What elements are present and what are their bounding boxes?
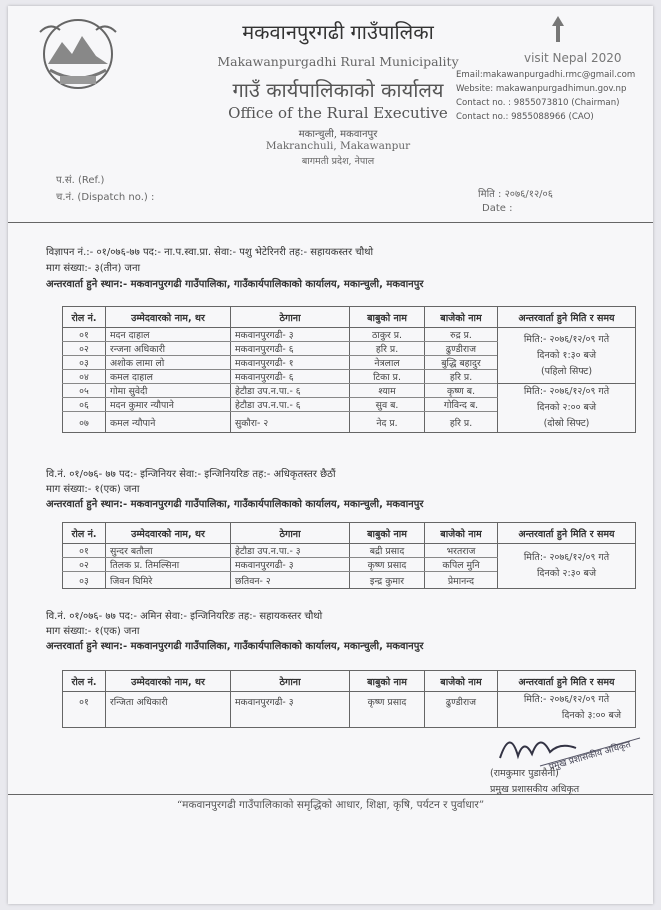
schedule-date: मिति:- २०७६/१२/०९ गते [523, 694, 610, 705]
col-name: उम्मेदवारको नाम, थर [106, 523, 231, 544]
schedule-date: मिति:- २०७६/१२/०९ गते [523, 333, 610, 345]
sec1-advert-line: विज्ञापन नं.:- ०१/०७६-७७ पद:- ना.प.स्वा.प्रा. सेवा:- पशु भेटेरिनरी तह:- सहायकस्तर चौथो [46, 247, 374, 258]
address-cell: मकवानपुरगढी- ६ [231, 342, 350, 356]
col-roll: रोल नं. [63, 307, 106, 328]
address-cell: मकवानपुरगढी- ३ [231, 328, 350, 342]
col-schedule: अन्तरवार्ता हुने मिति र समय [498, 307, 636, 328]
visit-nepal-logo [520, 12, 622, 72]
roll-cell: ०५ [63, 384, 106, 398]
schedule-shift: (दोस्रो सिफ्ट) [543, 418, 590, 429]
grandfather-cell: ढुण्डीराज [425, 692, 498, 728]
roll-cell: ०१ [63, 328, 106, 342]
schedule-time: दिनको २:३० बजे [536, 568, 597, 579]
roll-cell: ०२ [63, 558, 106, 572]
roll-cell: ०२ [63, 342, 106, 356]
name-cell: मदन दाहाल [106, 328, 231, 342]
dispatch-label: च.नं. (Dispatch no.) : [56, 192, 155, 203]
grandfather-cell: कृष्ण ब. [425, 384, 498, 398]
schedule-shift: (पहिलो सिफ्ट) [540, 365, 593, 377]
grandfather-cell: रुद्र प्र. [425, 328, 498, 342]
header-divider [8, 222, 653, 223]
name-cell: जिवन घिमिरे [106, 572, 231, 589]
date-np: मिति : २०७६/१२/०६ [478, 189, 553, 200]
schedule-time: दिनको २:०० बजे [536, 402, 597, 413]
sec1-demand-line: माग संख्या:- ३(तीन) जना [46, 263, 141, 274]
col-grandfather: बाजेको नाम [425, 307, 498, 328]
sec2-venue-line: अन्तरवार्ता हुने स्थान:- मकवानपुरगढी गाउँपालिका, गाउँकार्यपालिकाको कार्यालय, मकान्चुली, मकवानपुर [46, 499, 424, 510]
father-cell: बद्री प्रसाद [350, 544, 425, 558]
roll-cell: ०७ [63, 412, 106, 433]
province-np: बागमती प्रदेश, नेपाल [301, 156, 375, 167]
date-en: Date : [482, 203, 513, 214]
grandfather-cell: ढुण्डीराज [425, 342, 498, 356]
sec2-demand-line: माग संख्या:- १(एक) जना [46, 484, 140, 495]
father-cell: हरि प्र. [350, 342, 425, 356]
address-cell: हेटौडा उप.न.पा.- ३ [231, 544, 350, 558]
contact-block [456, 68, 646, 124]
col-name: उम्मेदवारको नाम, थर [106, 307, 231, 328]
schedule-cell [498, 544, 636, 589]
address-cell: हेटौडा उप.न.पा.- ६ [231, 384, 350, 398]
municipality-name-np: मकवानपुरगढी गाउँपालिका [242, 20, 434, 44]
name-cell: रन्जना अधिकारी [106, 342, 231, 356]
contact-chairman: Contact no. : 9855073810 (Chairman) [456, 98, 620, 108]
table-header-row [63, 307, 636, 328]
contact-cao: Contact no.: 9855088966 (CAO) [456, 112, 594, 122]
table-header-row [63, 671, 636, 692]
name-cell: कमल न्यौपाने [106, 412, 231, 433]
roll-cell: ०१ [63, 544, 106, 558]
name-cell: अशोक लामा लो [106, 356, 231, 370]
name-cell: कमल दाहाल [106, 370, 231, 384]
sec3-venue-line: अन्तरवार्ता हुने स्थान:- मकवानपुरगढी गाउँपालिका, गाउँकार्यपालिकाको कार्यालय, मकान्चुली, मकवानपुर [46, 641, 424, 652]
father-cell: इन्द्र कुमार [350, 572, 425, 589]
roll-cell: ०१ [63, 692, 106, 728]
table-row [63, 384, 636, 398]
signatory-name: (रामकुमार पुडासैनी) [490, 768, 559, 779]
father-cell: नेत्रलाल [350, 356, 425, 370]
address-np: मकान्चुली, मकवानपुर [298, 129, 378, 140]
father-cell: कृष्ण प्रसाद [350, 558, 425, 572]
sec2-table [62, 522, 636, 589]
grandfather-cell: हरि प्र. [425, 370, 498, 384]
sec2-advert-line: वि.नं. ०१/०७६- ७७ पद:- इन्जिनियर सेवा:- इन्जिनियरिङ तह:- अधिकृतस्तर छैठौं [46, 469, 336, 480]
address-cell: मकवानपुरगढी- ३ [231, 692, 350, 728]
grandfather-cell: प्रेमानन्द [425, 572, 498, 589]
sec1-venue-line: अन्तरवार्ता हुने स्थान:- मकवानपुरगढी गाउँपालिका, गाउँकार्यपालिकाको कार्यालय, मकान्चुली, मकवानपुर [46, 279, 424, 290]
schedule-time: दिनको १:३० बजे [536, 349, 597, 361]
schedule-date: मिति:- २०७६/१२/०९ गते [523, 386, 610, 397]
name-cell: रन्जिता अधिकारी [106, 692, 231, 728]
father-cell: नेद प्र. [350, 412, 425, 433]
father-cell: ठाकुर प्र. [350, 328, 425, 342]
grandfather-cell: भरतराज [425, 544, 498, 558]
father-cell: सुव ब. [350, 398, 425, 412]
municipality-name-en: Makawanpurgadhi Rural Municipality [217, 54, 459, 69]
address-cell: मकवानपुरगढी- १ [231, 356, 350, 370]
roll-cell: ०६ [63, 398, 106, 412]
name-cell: मदन कुमार न्यौपाने [106, 398, 231, 412]
col-name: उम्मेदवारको नाम, थर [106, 671, 231, 692]
roll-cell: ०३ [63, 572, 106, 589]
col-roll: रोल नं. [63, 523, 106, 544]
footer-divider [8, 794, 653, 795]
website-text: Website: makawanpurgadhimun.gov.np [456, 84, 627, 94]
col-roll: रोल नं. [63, 671, 106, 692]
stamp-text: प्रमुख प्रशासकीय अधिकृत [548, 739, 633, 773]
schedule-date: मिति:- २०७६/१२/०९ गते [523, 552, 610, 563]
schedule-shift-1 [498, 328, 636, 384]
table-header-row [63, 523, 636, 544]
schedule-time: दिनको ३:०० बजे [561, 710, 621, 721]
office-name-np: गाउँ कार्यपालिकाको कार्यालय [232, 78, 444, 102]
col-grandfather: बाजेको नाम [425, 671, 498, 692]
grandfather-cell: बुद्धि बहादुर [425, 356, 498, 370]
father-cell: श्याम [350, 384, 425, 398]
grandfather-cell: कपिल मुनि [425, 558, 498, 572]
address-cell: मकवानपुरगढी- ३ [231, 558, 350, 572]
table-row [63, 544, 636, 558]
ref-label: प.सं. (Ref.) [56, 175, 105, 186]
col-address: ठेगाना [231, 671, 350, 692]
schedule-shift-2 [498, 384, 636, 433]
sec3-advert-line: वि.नं. ०१/०७६- ७७ पद:- अमिन सेवा:- इन्जिनियरिङ तह:- सहायकस्तर चौथो [46, 611, 323, 622]
col-schedule: अन्तरवार्ता हुने मिति र समय [498, 671, 636, 692]
footer-slogan: “मकवानपुरगढी गाउँपालिकाको समृद्धिको आधार, शिक्षा, कृषि, पर्यटन र पुर्वाधार” [176, 799, 485, 811]
col-address: ठेगाना [231, 523, 350, 544]
name-cell: सुन्दर बतौला [106, 544, 231, 558]
roll-cell: ०३ [63, 356, 106, 370]
address-cell: छतिवन- २ [231, 572, 350, 589]
address-en: Makranchuli, Makawanpur [265, 140, 411, 152]
table-row [63, 328, 636, 342]
grandfather-cell: हरि प्र. [425, 412, 498, 433]
roll-cell: ०४ [63, 370, 106, 384]
sec3-demand-line: माग संख्या:- १(एक) जना [46, 626, 140, 637]
nepal-emblem-logo [30, 14, 126, 92]
address-cell: हेटौडा उप.न.पा.- ६ [231, 398, 350, 412]
father-cell: कृष्ण प्रसाद [350, 692, 425, 728]
letter-page [8, 6, 653, 904]
col-schedule: अन्तरवार्ता हुने मिति र समय [498, 523, 636, 544]
name-cell: तिलक प्र. तिमल्सिना [106, 558, 231, 572]
col-father: बाबुको नाम [350, 671, 425, 692]
signatory-title: प्रमुख प्रशासकीय अधिकृत [490, 784, 580, 795]
col-father: बाबुको नाम [350, 307, 425, 328]
father-cell: टिका प्र. [350, 370, 425, 384]
address-cell: मकवानपुरगढी- ६ [231, 370, 350, 384]
visit-nepal-text: visit Nepal 2020 [524, 51, 622, 65]
grandfather-cell: गोविन्द ब. [425, 398, 498, 412]
col-address: ठेगाना [231, 307, 350, 328]
sec1-table [62, 306, 636, 433]
name-cell: गोमा सुवेदी [106, 384, 231, 398]
address-cell: सुकौरा- २ [231, 412, 350, 433]
email-text: Email:makawanpurgadhi.rmc@gmail.com [456, 70, 636, 80]
col-grandfather: बाजेको नाम [425, 523, 498, 544]
office-name-en: Office of the Rural Executive [228, 104, 448, 122]
col-father: बाबुको नाम [350, 523, 425, 544]
